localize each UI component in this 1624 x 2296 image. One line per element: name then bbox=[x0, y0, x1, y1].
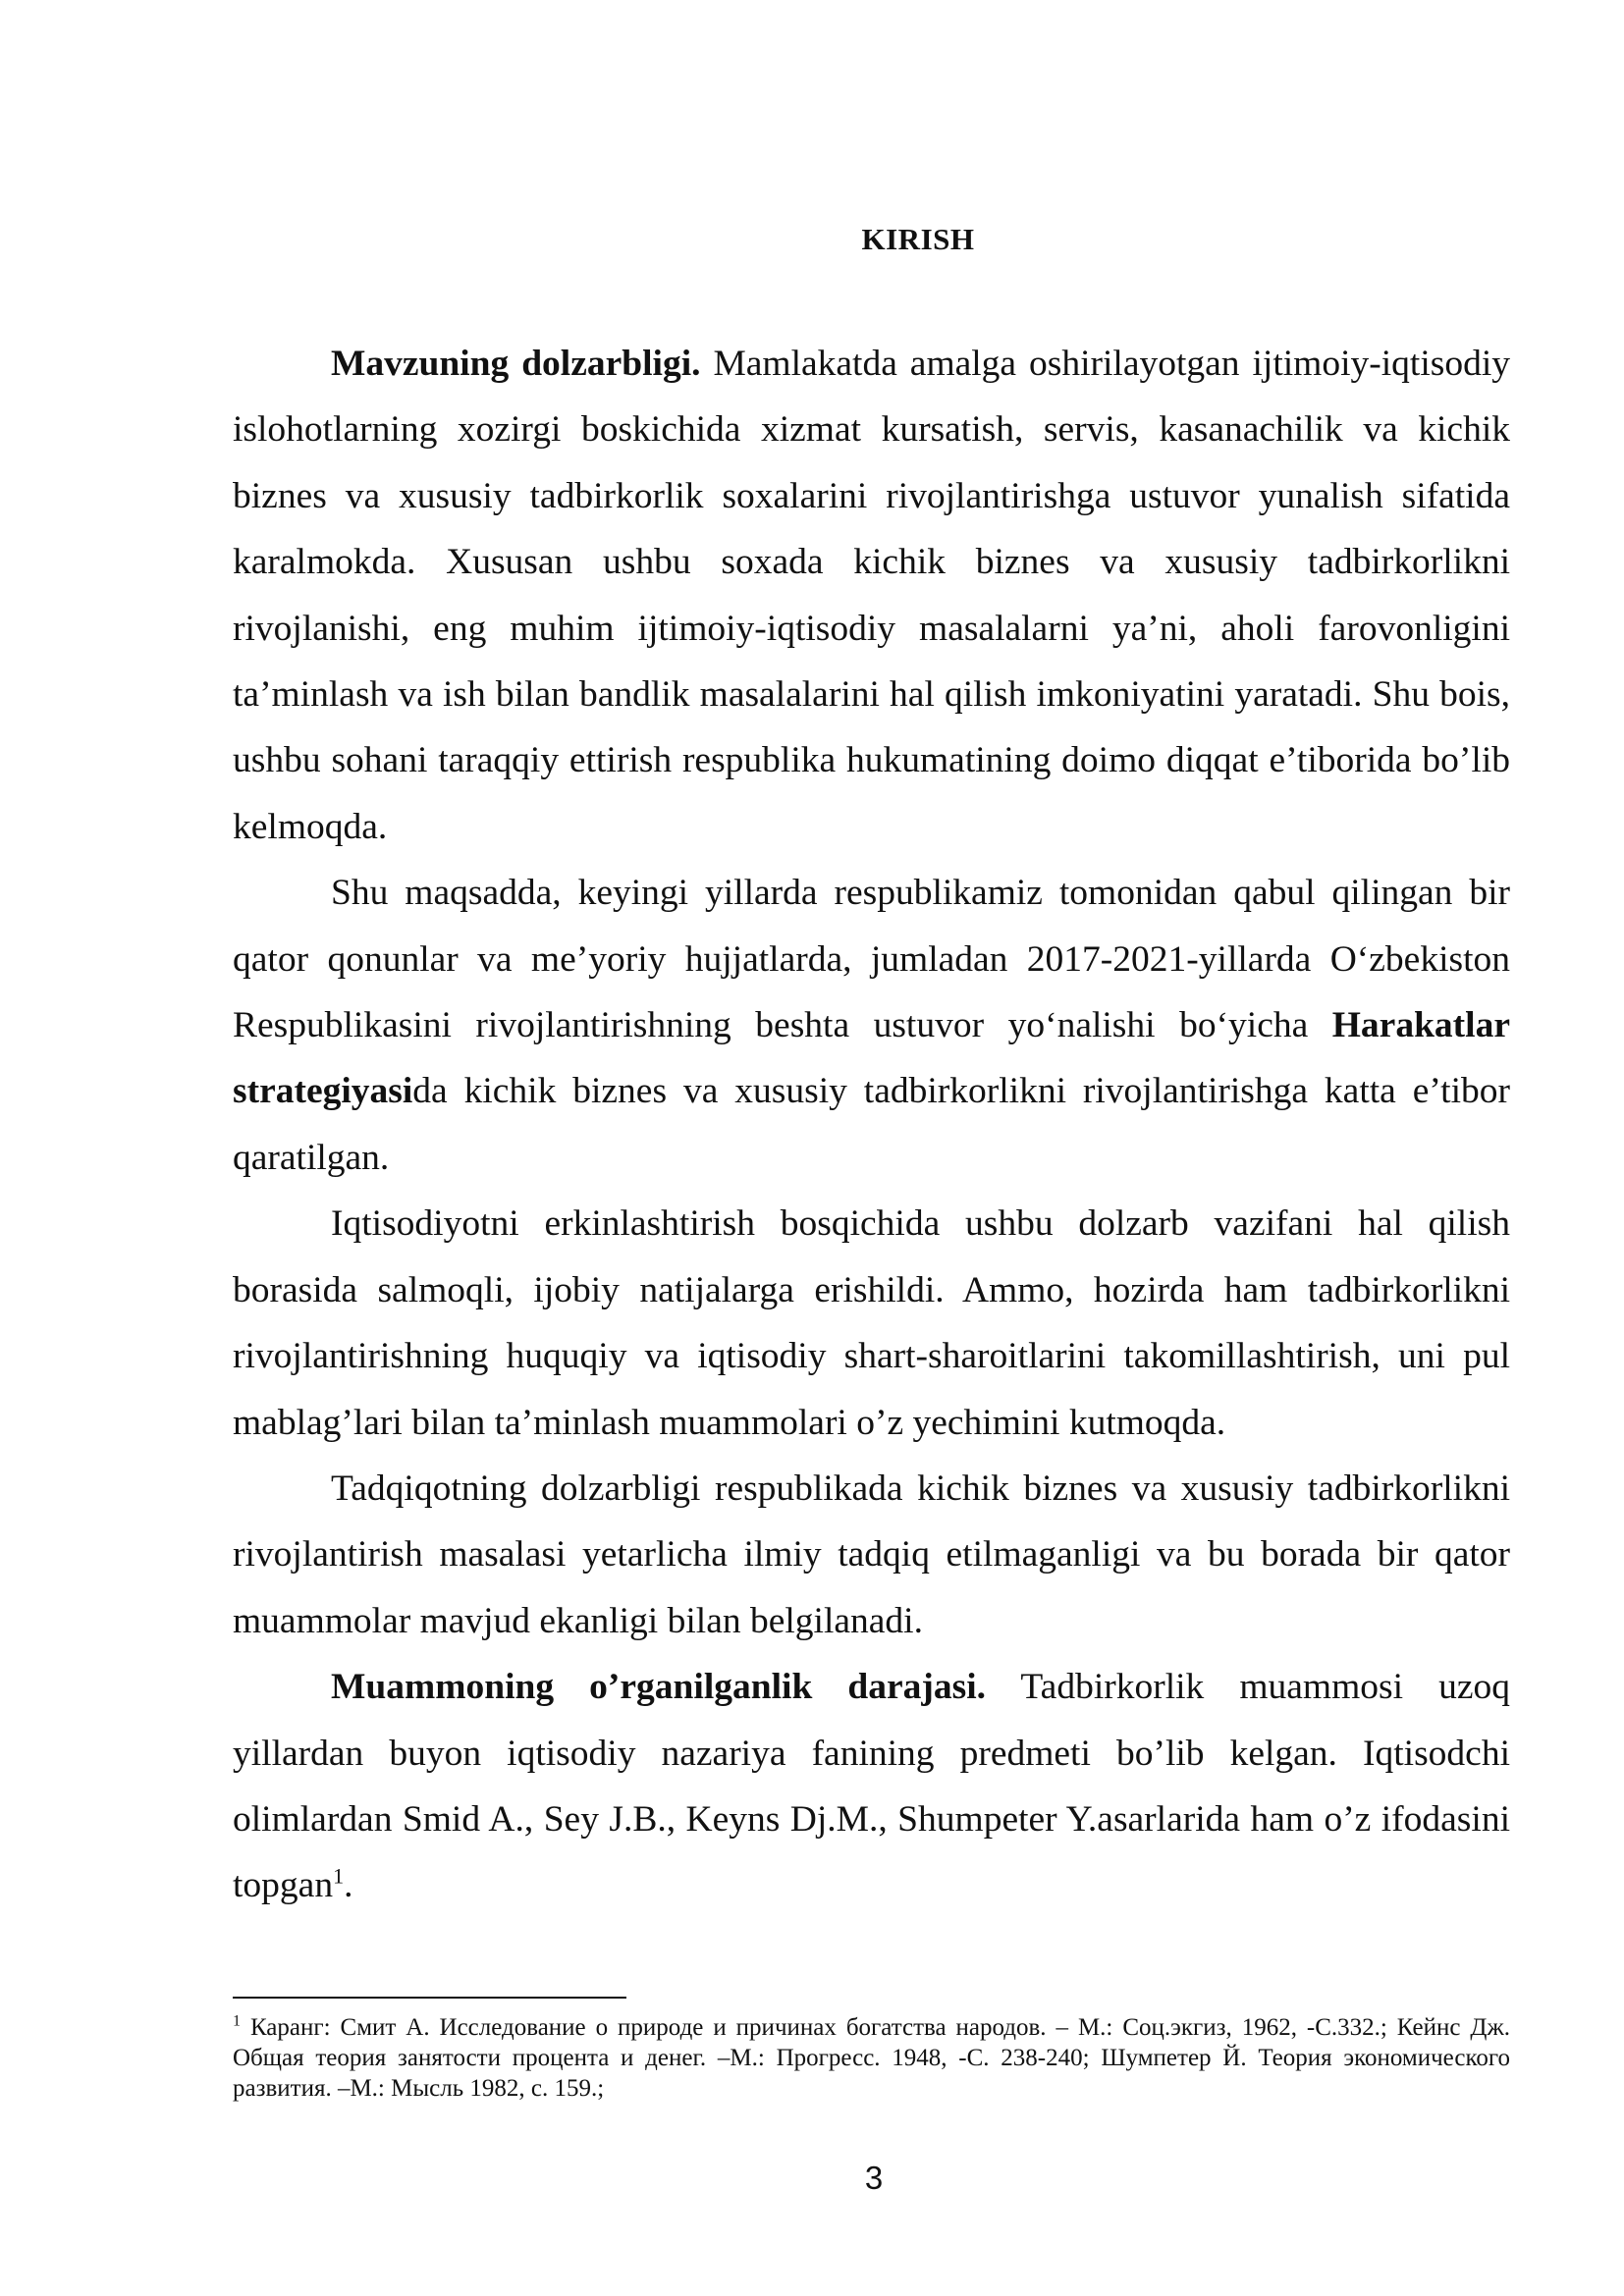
paragraph-text: Tadbirkorlik muammosi uzoq yillardan buyon iqtisodiy nazariya fanining predmeti bo’lib kelgan. Iqtisodchi olimlardan Smid A., Sey J.B., Keyns Dj.M., Shumpeter Y.asarlarida ham o’z ifodasini topgan bbox=[233, 1667, 1510, 1906]
paragraph-study-degree bbox=[233, 1654, 1510, 1919]
paragraph-strategy bbox=[233, 860, 1510, 1191]
paragraph-liberalization bbox=[233, 1191, 1510, 1456]
paragraph-research-relevance bbox=[233, 1456, 1510, 1654]
paragraph-text: da kichik biznes va xususiy tadbirkorlikni rivojlantirishga katta e’tibor qaratilgan. bbox=[233, 1071, 1510, 1178]
section-heading: KIRISH bbox=[861, 222, 975, 256]
paragraph-lead: Mavzuning dolzarbligi. bbox=[331, 344, 701, 384]
paragraph-text: Tadqiqotning dolzarbligi respublikada kichik biznes va xususiy tadbirkorlikni rivojlantirish masalasi yetarlicha ilmiy tadqiq etilmaganligi va bu borada bir qator muammolar mavjud ekanligi bilan belgilanadi. bbox=[233, 1468, 1510, 1641]
footnote-reference: 1 bbox=[333, 1863, 345, 1889]
footnote bbox=[233, 2012, 1510, 2104]
footnote-divider bbox=[233, 1997, 626, 1999]
body-text bbox=[233, 331, 1510, 1919]
paragraph-text: Shu maqsadda, keyingi yillarda respublikamiz tomonidan qabul qilingan bir qator qonunlar va me’yoriy hujjatlarda, jumladan 2017-2021-yillarda O‘zbekiston Respublikasini rivojlantirishning beshta ustuvor yo‘nalishi bo‘yicha bbox=[233, 873, 1510, 1046]
footnote-marker: 1 bbox=[233, 2012, 241, 2030]
footnote-text: Каранг: Смит А. Исследование о природе и причинах богатства народов. – М.: Соц.экгиз, 1962, -С.332.; Кейнс Дж. Общая теория занятости процента и денег. –М.: Прогресс. 1948, -С. 238-240; Шумпетер Й. Теория экономического развития. –М.: Мысль 1982, с. 159.; bbox=[233, 2014, 1510, 2102]
paragraph-lead: Muammoning o’rganilganlik darajasi. bbox=[331, 1667, 986, 1708]
page-number: 3 bbox=[864, 2160, 884, 2196]
paragraph-text: Mamlakatda amalga oshirilayotgan ijtimoiy-iqtisodiy islohotlarning xozirgi boskichida xizmat kursatish, servis, kasanachilik va kichik biznes va xususiy tadbirkorlik soxalarini rivojlantirishga ustuvor yunalish sifatida karalmokda. Xususan ushbu soxada kichik biznes va xususiy tadbirkorlikni rivojlanishi, eng muhim ijtimoiy-iqtisodiy masalalarni ya’ni, aholi farovonligini ta’minlash va ish bilan bandlik masalalarini hal qilish imkoniyatini yaratadi. Shu bois, ushbu sohani taraqqiy ettirish respublika hukumatining doimo diqqat e’tiborida bo’lib kelmoqda. bbox=[233, 344, 1511, 847]
paragraph-text: Iqtisodiyotni erkinlashtirish bosqichida ushbu dolzarb vazifani hal qilish borasida salmoqli, ijobiy natijalarga erishildi. Ammo, hozirda ham tadbirkorlikni rivojlantirishning huquqiy va iqtisodiy shart-sharoitlarini takomillashtirish, uni pul mablag’lari bilan ta’minlash muammolari o’z yechimini kutmoqda. bbox=[233, 1203, 1510, 1443]
strategy-term: Harakatlar strategiyasi bbox=[233, 1005, 1510, 1112]
paragraph-end: . bbox=[344, 1865, 353, 1906]
paragraph-relevance bbox=[233, 331, 1510, 860]
